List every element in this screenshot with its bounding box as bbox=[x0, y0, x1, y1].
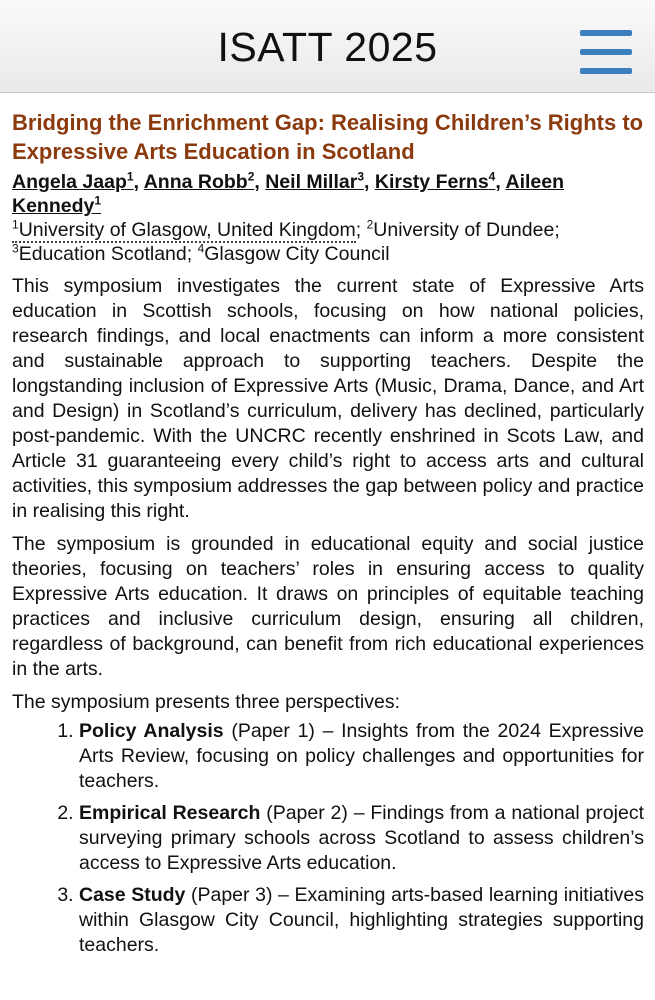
abstract-paragraph: The symposium is grounded in educational equity and social justice theories, focusing on teachers’ roles in ensuring access to quality Expressive Arts education. It draws on principles of equitable teaching practices and inclusive curriculum design, ensuring all children, regardless of background, can benefit from rich educational experiences in the arts. bbox=[12, 533, 644, 680]
author-link[interactable]: Neil Millar$^3$ bbox=[265, 169, 365, 193]
list-item: 3. Case Study (Paper 3) – Examining arts-based learning initiatives within Glasgow City Council, highlighting strategies supporting teachers. bbox=[79, 883, 644, 958]
affiliation-item: University of Dundee bbox=[373, 219, 555, 241]
paper-title: Bridging the Enrichment Gap: Realising Children’s Rights to Expressive Arts Education in Scotland bbox=[12, 110, 644, 164]
list-item: 2. Empirical Research (Paper 2) – Findings from a national project surveying primary schools across Scotland to assess children’s access to Expressive Arts education. bbox=[79, 801, 644, 876]
page-title: ISATT 2025 bbox=[217, 24, 438, 70]
author-link[interactable]: Angela Jaap$^1$ bbox=[12, 169, 134, 193]
abstract-paragraph: This symposium investigates the current state of Expressive Arts education in Scottish schools, focusing on how national policies, research findings, and local enactments can inform a more consistent and sustainable approach to supporting teachers. Despite the longstanding inclusion of Expressive Arts (Music, Drama, Dance, and Art and Design) in Scotland’s curriculum, delivery has declined, particularly post-pandemic. With the UNCRC recently enshrined in Scots Law, and Article 31 guaranteeing every child’s right to access arts and cultural activities, this symposium addresses the gap between policy and practice in realising this right. bbox=[12, 275, 644, 522]
menu-bar-line bbox=[580, 30, 632, 36]
abstract-content bbox=[12, 108, 644, 965]
author-link[interactable]: Anna Robb$^2$ bbox=[143, 169, 255, 193]
affiliation-link[interactable]: $^1$University of Glasgow, United Kingdom bbox=[12, 217, 356, 241]
author-link[interactable]: Kirsty Ferns$^4$ bbox=[374, 169, 496, 193]
affiliation-item: Glasgow City Council bbox=[204, 243, 390, 265]
hamburger-menu-icon[interactable] bbox=[580, 30, 632, 76]
author-list: Angela Jaap$^1$, Anna Robb$^2$, Neil Millar$^3$, Kirsty Ferns$^4$, Aileen Kennedy$^1$ bbox=[12, 169, 565, 217]
list-item: 1. Policy Analysis (Paper 1) – Insights from the 2024 Expressive Arts Review, focusing on policy challenges and opportunities for teachers. bbox=[79, 719, 644, 794]
perspectives-intro: The symposium presents three perspectives: bbox=[12, 691, 401, 713]
affiliation-item: Education Scotland bbox=[18, 243, 187, 265]
perspectives-list bbox=[12, 719, 644, 958]
author-link[interactable]: Aileen Kennedy$^1$ bbox=[12, 171, 565, 217]
app-header bbox=[0, 0, 655, 93]
menu-bar-line bbox=[580, 68, 632, 74]
affiliation-list: $^1$University of Glasgow, United Kingdom; $^2$University of Dundee; $^3$Education Scotland; $^4$Glasgow City Council bbox=[12, 217, 560, 265]
menu-bar-line bbox=[580, 49, 632, 55]
